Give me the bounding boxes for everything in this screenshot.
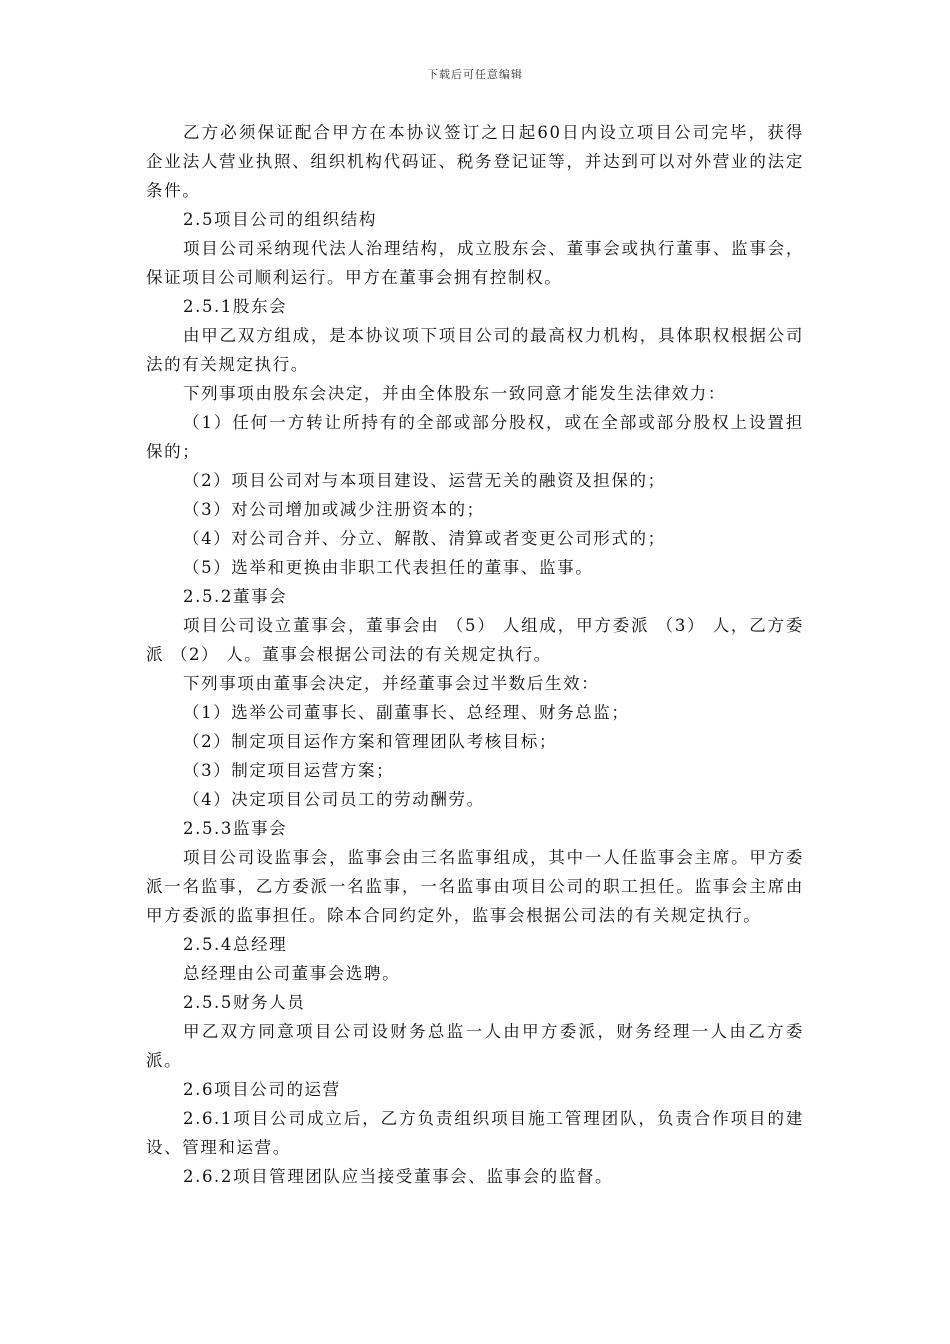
list-item: （4）决定项目公司员工的劳动酬劳。 [183,790,485,809]
list-item: （3）制定项目运营方案； [183,761,395,780]
section-heading-2-5-5: 2.5.5财务人员 [183,993,306,1012]
paragraph-board-matters: 下列事项由董事会决定，并经董事会过半数后生效： [183,674,600,693]
section-heading-2-6: 2.6项目公司的运营 [183,1080,341,1099]
list-item: （2）制定项目运作方案和管理团队考核目标； [183,732,558,751]
section-heading-2-5-3: 2.5.3监事会 [183,819,288,838]
list-item: （3）对公司增加或减少注册资本的； [183,500,485,519]
section-heading-2-5-4: 2.5.4总经理 [183,935,288,954]
paragraph-2-6-2: 2.6.2项目管理团队应当接受董事会、监事会的监督。 [183,1167,614,1186]
paragraph-finance-staff: 甲乙双方同意项目公司设财务总监一人由甲方委派，财务经理一人由乙方委派。 [146,1022,804,1070]
list-item: （4）对公司合并、分立、解散、清算或者变更公司形式的； [183,529,666,548]
list-item: （2）项目公司对与本项目建设、运营无关的融资及担保的； [183,471,666,490]
section-heading-2-5-1: 2.5.1股东会 [183,297,288,316]
document-body [146,118,804,1191]
list-item: （5）选举和更换由非职工代表担任的董事、监事。 [183,558,594,577]
page-header: 下载后可任意编辑 [427,68,523,81]
paragraph-general-manager: 总经理由公司董事会选聘。 [183,964,401,983]
paragraph-2-6-1: 2.6.1项目公司成立后，乙方负责组织项目施工管理团队，负责合作项目的建设、管理和运营。 [146,1109,804,1157]
paragraph-governance: 项目公司采纳现代法人治理结构，成立股东会、董事会或执行董事、监事会，保证项目公司顺利运行。甲方在董事会拥有控制权。 [146,239,804,287]
paragraph-shareholder-matters: 下列事项由股东会决定，并由全体股东一致同意才能发生法律效力： [183,384,726,403]
paragraph-supervisors: 项目公司设监事会，监事会由三名监事组成，其中一人任监事会主席。甲方委派一名监事，乙方委派一名监事，一名监事由项目公司的职工担任。监事会主席由甲方委派的监事担任。除本合同约定外，监事会根据公司法的有关规定执行。 [146,848,804,925]
paragraph-company-setup: 乙方必须保证配合甲方在本协议签订之日起60日内设立项目公司完毕，获得企业法人营业执照、组织机构代码证、税务登记证等，并达到可以对外营业的法定条件。 [146,123,804,200]
section-heading-2-5: 2.5项目公司的组织结构 [183,210,377,229]
list-item: （1）任何一方转让所持有的全部或部分股权，或在全部或部分股权上设置担保的； [146,413,804,461]
paragraph-board: 项目公司设立董事会，董事会由 （5） 人组成，甲方委派 （3） 人，乙方委派 （2） 人。董事会根据公司法的有关规定执行。 [146,616,804,664]
section-heading-2-5-2: 2.5.2董事会 [183,587,288,606]
list-item: （1）选举公司董事长、副董事长、总经理、财务总监； [183,703,630,722]
paragraph-shareholders: 由甲乙双方组成，是本协议项下项目公司的最高权力机构，具体职权根据公司法的有关规定执行。 [146,326,804,374]
